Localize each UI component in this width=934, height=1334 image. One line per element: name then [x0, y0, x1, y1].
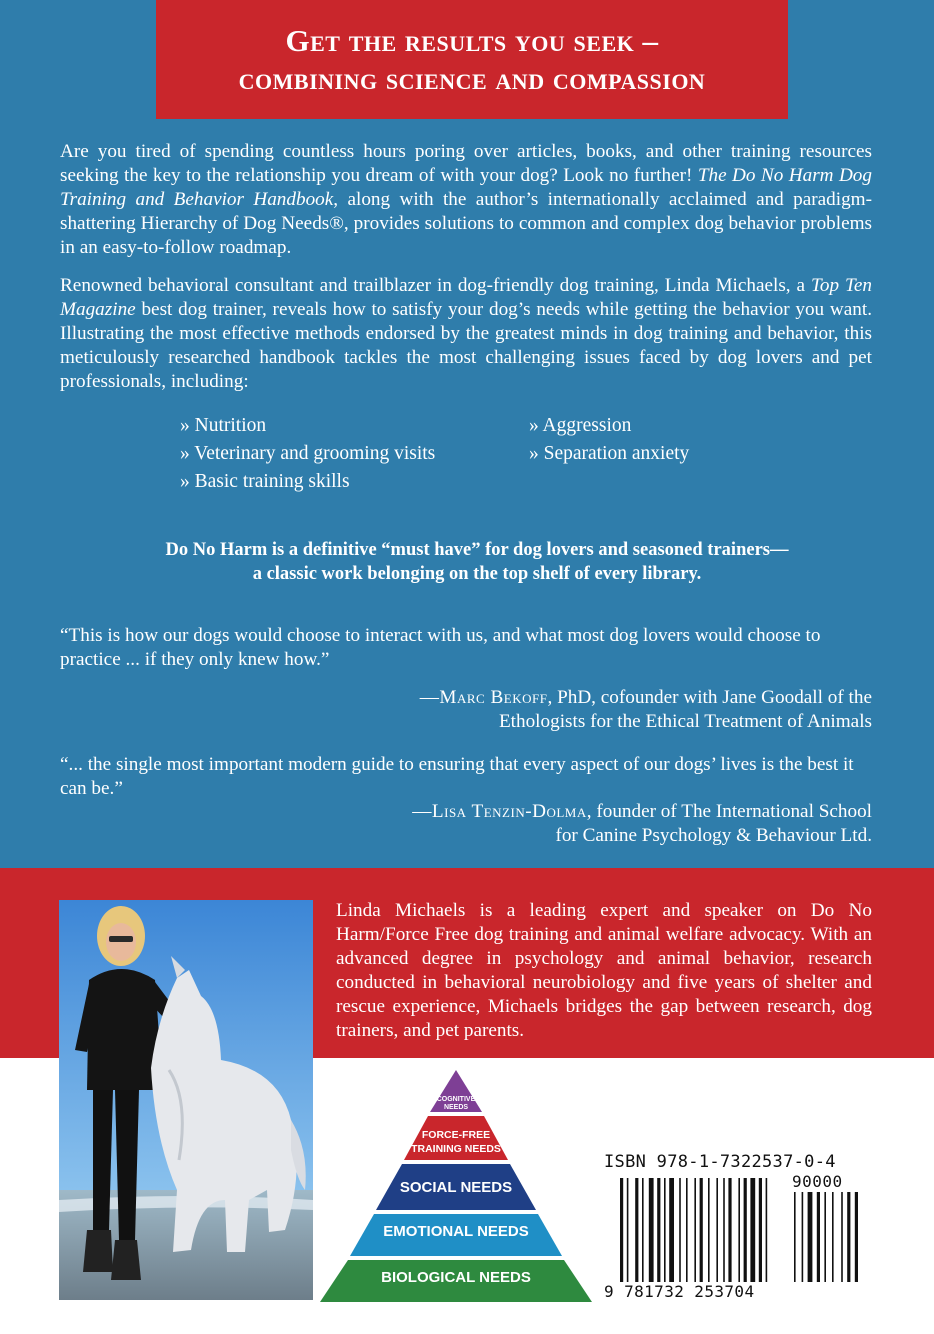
price-addon-code: 90000 — [792, 1172, 843, 1191]
pyramid-label: TRAINING NEEDS — [411, 1143, 501, 1155]
topic-item: » Separation anxiety — [529, 443, 690, 464]
quote-1-attribution: —Marc Bekoff, PhD, cofounder with Jane Goodall of the Ethologists for the Ethical Treatment of Animals — [419, 687, 872, 732]
book-title: The Do No Harm Dog Training and Behavior Handbook — [60, 165, 872, 210]
header-title-line1: Get the results you seek – — [285, 22, 659, 58]
pyramid-label: SOCIAL NEEDS — [399, 1179, 513, 1196]
author-photo — [59, 900, 313, 1300]
hierarchy-of-dog-needs-pyramid — [318, 1068, 594, 1304]
pyramid-label: BIOLOGICAL NEEDS — [381, 1269, 531, 1286]
pyramid-label: COGNITIVE — [436, 1096, 476, 1103]
pyramid-label: FORCE-FREE — [421, 1129, 491, 1141]
author-bio: Linda Michaels is a leading expert and speaker on Do No Harm/Force Free dog training and animal welfare advocacy. With an advanced degree in psychology and animal behavior, research conducted in behavioral neurobiology and five years of shelter and rescue experience, Michaels bridges the gap between research, dog trainers, and pet parents. — [336, 900, 872, 1041]
quote-1-text: “This is how our dogs would choose to interact with us, and what most dog lovers would choose to practice ... if they only knew how.” — [60, 625, 821, 670]
topic-list-right — [529, 412, 689, 468]
quote-2-author: —Lisa Tenzin-Dolma — [412, 801, 587, 822]
topic-item: » Basic training skills — [180, 471, 350, 492]
callout-statement: Do No Harm is a definitive “must have” for dog lovers and seasoned trainers— a classic work belonging on the top shelf of every library. — [165, 540, 789, 584]
header-banner — [156, 0, 788, 119]
quote-1-author: —Marc Bekoff — [419, 687, 548, 708]
pyramid-label: EMOTIONAL NEEDS — [383, 1223, 529, 1240]
quote-2-attribution: —Lisa Tenzin-Dolma, founder of The International School for Canine Psychology & Behaviour Ltd. — [412, 801, 872, 846]
topic-list-left — [180, 412, 435, 496]
pyramid-label: NEEDS — [443, 1104, 469, 1111]
topic-item: » Nutrition — [180, 415, 267, 436]
ean-number: 9 781732 253704 — [604, 1282, 755, 1301]
intro-paragraph-2: Renowned behavioral consultant and trailblazer in dog-friendly dog training, Linda Michaels, a Top Ten Magazine best dog trainer, reveals how to satisfy your dog’s needs while getting the behavior you want. Illustrating the most effective methods endorsed by the greatest minds in dog training and behavior, this meticulously researched handbook tackles the most challenging issues faced by dog lovers and pet professionals, including: — [60, 275, 872, 392]
topic-item: » Veterinary and grooming visits — [180, 443, 436, 464]
magazine-name: Top Ten Magazine — [60, 275, 872, 320]
isbn-text: ISBN 978-1-7322537-0-4 — [604, 1152, 836, 1172]
intro-paragraph-1: Are you tired of spending countless hours poring over articles, books, and other training resources seeking the key to the relationship you dream of with your dog? Look no further! The Do No Harm Dog Training and Behavior Handbook, along with the author’s internationally acclaimed and paradigm-shattering Hierarchy of Dog Needs®, provides solutions to common and complex dog behavior problems in an easy-to-follow roadmap. — [60, 141, 872, 258]
header-title-line2: combining science and compassion — [238, 60, 706, 96]
quote-2-text: “... the single most important modern guide to ensuring that every aspect of our dogs’ lives is the best it can be.” — [60, 754, 854, 799]
topic-item: » Aggression — [529, 415, 632, 436]
